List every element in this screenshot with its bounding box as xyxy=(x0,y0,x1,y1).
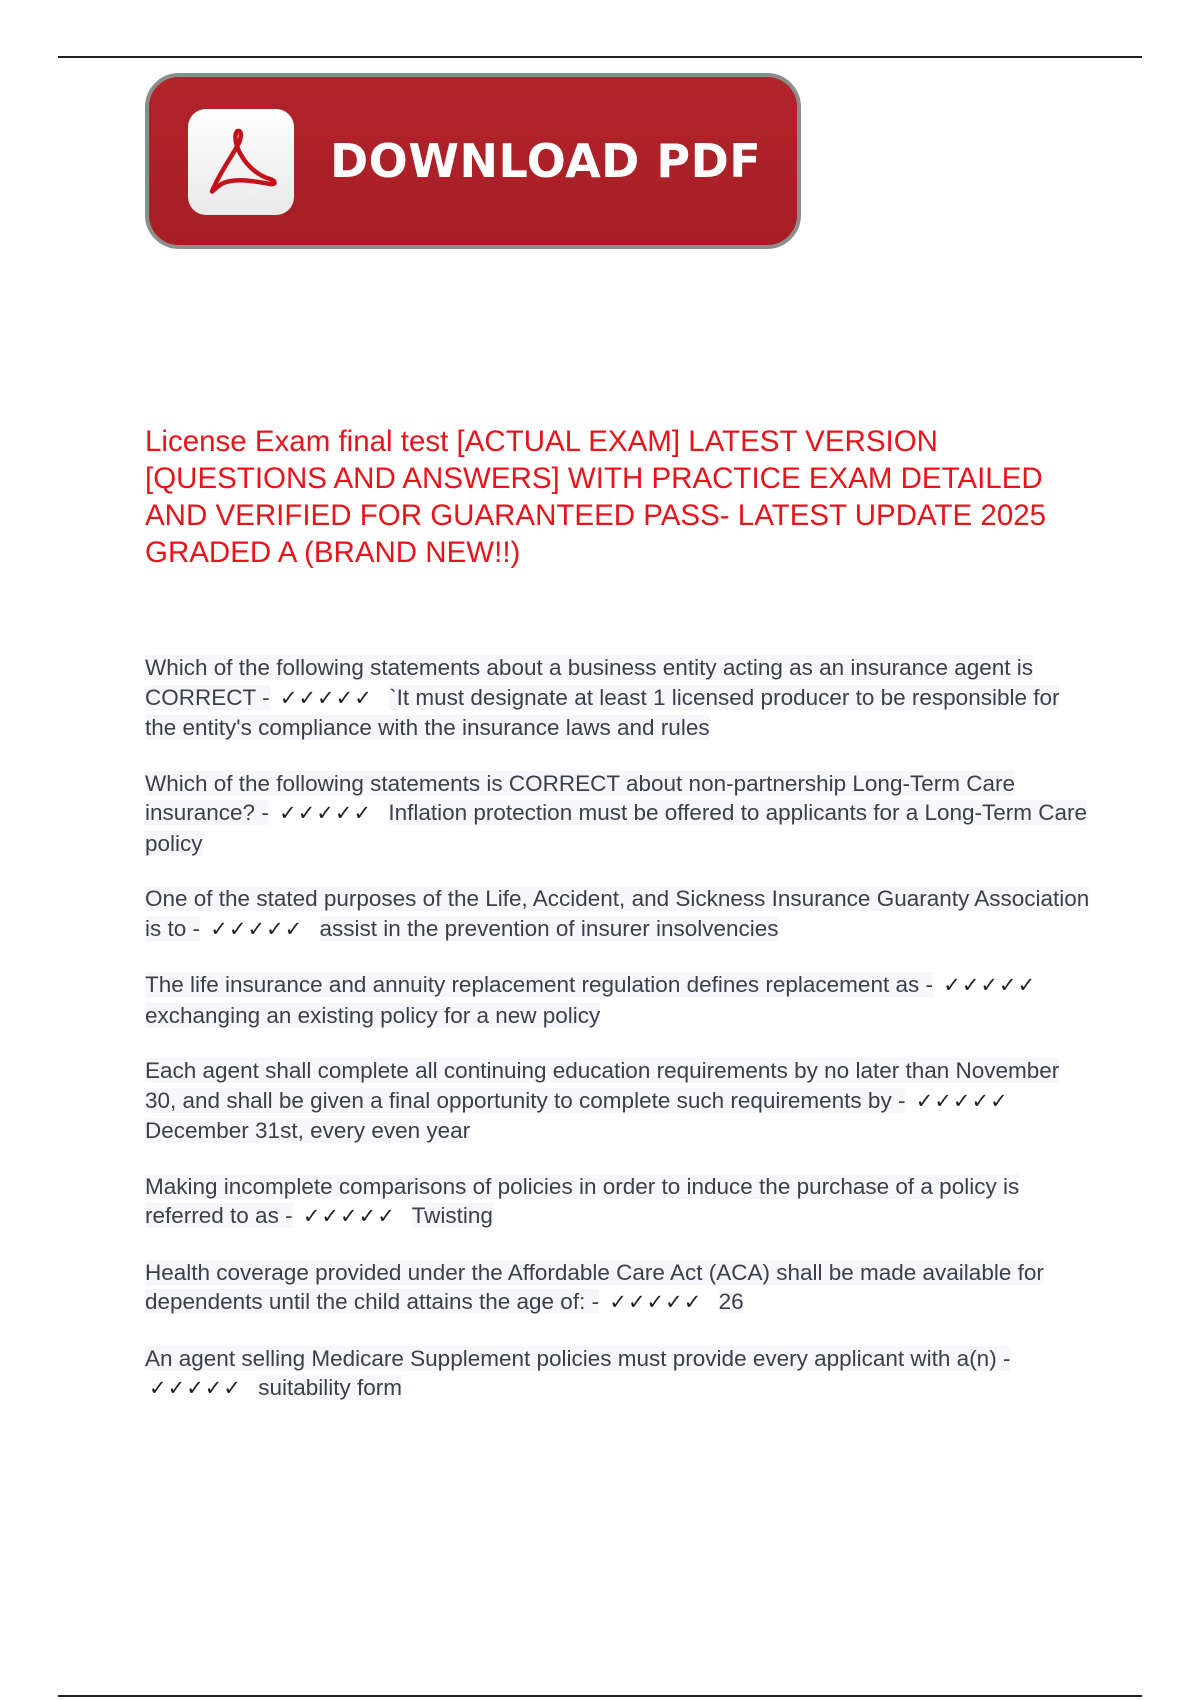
question-text: Each agent shall complete all continuing education requirements by no later than November 30, and shall be given a final opportunity to complete such requirements by - xyxy=(145,1058,1060,1113)
qa-list xyxy=(145,653,1095,1430)
answer-text: assist in the prevention of insurer insolvencies xyxy=(319,915,779,941)
check-marks: ✓✓✓✓✓ xyxy=(149,1376,242,1400)
adobe-pdf-icon xyxy=(188,109,294,215)
download-pdf-button[interactable] xyxy=(145,73,801,249)
check-marks: ✓✓✓✓✓ xyxy=(915,1088,1009,1113)
bottom-divider xyxy=(58,1695,1142,1697)
qa-item xyxy=(145,970,1095,1030)
document-title: License Exam final test [ACTUAL EXAM] LATEST VERSION [QUESTIONS AND ANSWERS] WITH PRACTICE EXAM DETAILED AND VERIFIED FOR GUARANTEED PASS- LATEST UPDATE 2025 GRADED A (BRAND NEW!!) xyxy=(145,425,1047,569)
answer-text: 26 xyxy=(718,1289,744,1314)
check-marks: ✓✓✓✓✓ xyxy=(210,916,304,941)
question-text: Which of the following statements about a business entity acting as an insurance agent is CORRECT - xyxy=(145,655,1034,710)
qa-item xyxy=(145,1056,1095,1146)
check-marks: ✓✓✓✓✓ xyxy=(943,973,1037,997)
qa-item xyxy=(145,1172,1095,1232)
top-divider xyxy=(58,56,1142,58)
question-text: The life insurance and annuity replacement regulation defines replacement as - xyxy=(145,972,933,997)
question-text: An agent selling Medicare Supplement policies must provide every applicant with a(n) - xyxy=(145,1345,1011,1371)
answer-text: Twisting xyxy=(411,1203,493,1228)
qa-item xyxy=(145,653,1095,743)
check-marks: ✓✓✓✓✓ xyxy=(609,1290,703,1314)
qa-item xyxy=(145,884,1095,944)
qa-item xyxy=(145,1258,1095,1318)
qa-item xyxy=(145,769,1095,859)
answer-text: exchanging an existing policy for a new policy xyxy=(145,1002,601,1028)
question-text: Making incomplete comparisons of policies in order to induce the purchase of a policy is referred to as - xyxy=(145,1173,1020,1228)
check-marks: ✓✓✓✓✓ xyxy=(279,685,373,710)
download-pdf-label: DOWNLOAD PDF xyxy=(330,134,762,188)
question-text: Health coverage provided under the Affordable Care Act (ACA) shall be made available for dependents until the child attains the age of: - xyxy=(145,1259,1044,1314)
answer-text: suitability form xyxy=(258,1375,403,1400)
answer-text: Inflation protection must be offered to applicants for a Long-Term Care policy xyxy=(145,800,1088,856)
check-marks: ✓✓✓✓✓ xyxy=(279,801,373,825)
answer-text: `It must designate at least 1 licensed producer to be responsible for the entity's compliance with the insurance laws and rules xyxy=(145,684,1060,740)
qa-item xyxy=(145,1344,1095,1404)
answer-text: December 31st, every even year xyxy=(145,1118,471,1143)
check-marks: ✓✓✓✓✓ xyxy=(302,1204,396,1228)
question-text: One of the stated purposes of the Life, Accident, and Sickness Insurance Guaranty Association is to - xyxy=(145,886,1090,941)
question-text: Which of the following statements is CORRECT about non-partnership Long-Term Care insurance? - xyxy=(145,770,1015,825)
